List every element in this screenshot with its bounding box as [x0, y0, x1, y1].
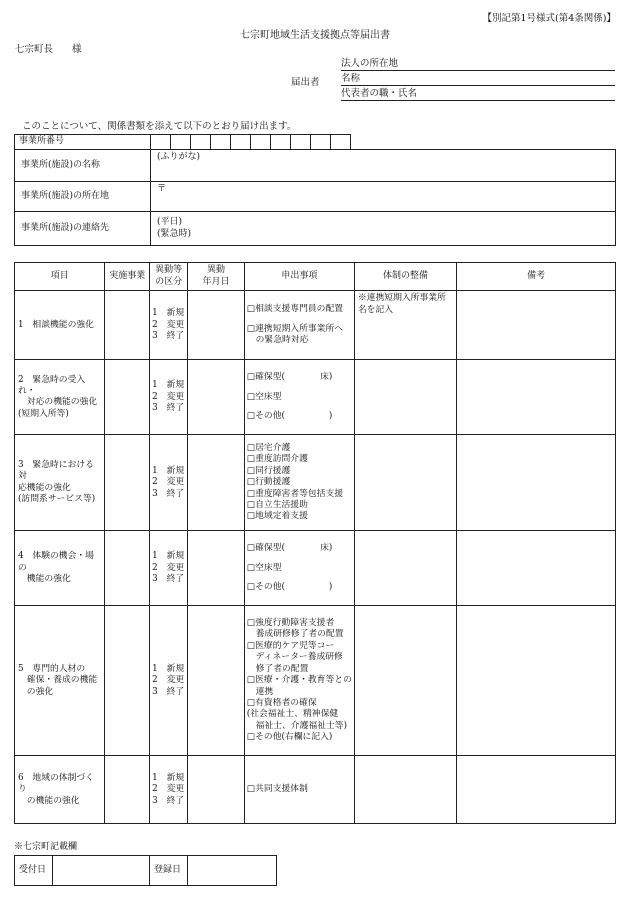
application-items [244, 756, 354, 824]
item-label: 3 緊急時における対 応機能の強化 (訪問系サービス等) [15, 435, 105, 531]
facility-name-label: 事業所(施設)の名称 [15, 150, 151, 182]
submitter-label: 届出者 [291, 77, 320, 88]
registry-title: ※七宗町記載欄 [14, 842, 78, 852]
remarks-field[interactable] [457, 531, 616, 606]
application-option[interactable]: □空床型 [246, 391, 282, 402]
office-number-digit[interactable] [311, 135, 331, 150]
contact-emergency: (緊急時) [157, 228, 192, 239]
header-change-type: 異動等 の区分 [150, 263, 188, 291]
change-date-field[interactable] [188, 360, 245, 435]
application-items [244, 291, 354, 360]
table-row [15, 756, 616, 824]
application-option: 福祉士、介護福祉士等) [246, 720, 347, 731]
change-type-options[interactable]: 1 新規 2 変更 3 終了 [152, 465, 185, 499]
application-items [244, 360, 354, 435]
application-option[interactable]: □有資格者の確保 [246, 698, 317, 708]
header-system: 体制の整備 [354, 263, 456, 291]
business-field[interactable] [105, 360, 150, 435]
business-field[interactable] [105, 606, 150, 756]
table-row [15, 435, 616, 531]
header-item: 項目 [15, 263, 105, 291]
business-field[interactable] [105, 756, 150, 824]
change-type-cell [150, 435, 188, 531]
business-field[interactable] [105, 435, 150, 531]
application-option[interactable]: □連携短期入所事業所へ [246, 323, 344, 334]
change-type-cell [150, 291, 188, 360]
application-option[interactable]: □空床型 [246, 562, 282, 573]
system-field[interactable] [354, 606, 456, 756]
change-date-field[interactable] [188, 756, 245, 824]
change-type-options[interactable]: 1 新規 2 変更 3 終了 [152, 551, 185, 585]
office-number-label: 事業所番号 [15, 135, 151, 150]
received-label: 受付日 [15, 856, 53, 886]
addressee: 七宗町長 様 [15, 44, 82, 55]
postal-mark: 〒 [157, 184, 167, 194]
application-items [244, 435, 354, 531]
change-type-options[interactable]: 1 新規 2 変更 3 終了 [152, 772, 185, 806]
system-field[interactable] [354, 756, 456, 824]
office-number-digit[interactable] [191, 135, 211, 150]
application-option[interactable]: □自立生活援助 [246, 500, 308, 510]
item-label: 4 体験の機会・場の 機能の強化 [15, 531, 105, 606]
office-number-digit[interactable] [231, 135, 251, 150]
application-option: 修了者の配置 [246, 663, 309, 674]
application-option[interactable]: □確保型( 床) [246, 372, 333, 383]
application-items [244, 531, 354, 606]
change-type-options[interactable]: 1 新規 2 変更 3 終了 [152, 380, 185, 414]
change-date-field[interactable] [188, 435, 245, 531]
remarks-field[interactable] [457, 291, 616, 360]
item-label: 1 相談機能の強化 [15, 291, 105, 360]
facility-contact-field[interactable] [151, 212, 616, 246]
application-option[interactable]: □重度訪問介護 [246, 454, 308, 465]
application-option[interactable]: □強度行動障害支援者 [246, 618, 335, 629]
application-table [14, 262, 616, 824]
application-option[interactable]: □相談支援専門員の配置 [246, 304, 344, 315]
table-row [15, 291, 616, 360]
field-representative: 代表者の職・氏名 [341, 88, 615, 101]
registry-table [14, 855, 277, 886]
office-number-digit[interactable] [211, 135, 231, 150]
header-change-date: 異動 年月日 [188, 263, 245, 291]
system-field[interactable] [354, 531, 456, 606]
change-date-field[interactable] [188, 291, 245, 360]
application-option[interactable]: □その他( ) [246, 582, 333, 593]
office-number-digit[interactable] [151, 135, 171, 150]
business-field[interactable] [105, 291, 150, 360]
application-option[interactable]: □医療・介護・教育等との [246, 675, 352, 686]
change-type-options[interactable]: 1 新規 2 変更 3 終了 [152, 663, 185, 697]
registered-date-field[interactable] [188, 856, 277, 886]
business-field[interactable] [105, 531, 150, 606]
change-type-cell [150, 360, 188, 435]
change-type-cell [150, 606, 188, 756]
office-number-digit[interactable] [271, 135, 291, 150]
remarks-field[interactable] [457, 756, 616, 824]
contact-weekday: (平日) [157, 216, 183, 227]
item-label: 6 地域の体制づくり の機能の強化 [15, 756, 105, 824]
application-option[interactable]: □確保型( 床) [246, 543, 333, 554]
facility-address-label: 事業所(施設)の所在地 [15, 182, 151, 212]
table-row [15, 531, 616, 606]
application-option[interactable]: □行動援護 [246, 477, 291, 488]
field-corp-name: 名称 [341, 73, 615, 86]
item-label: 5 専門的人材の 確保・養成の機能 の強化 [15, 606, 105, 756]
office-number-digit[interactable] [251, 135, 271, 150]
application-option[interactable]: □同行援護 [246, 465, 291, 476]
application-option[interactable]: □その他(右欄に記入) [246, 732, 333, 743]
table-row [15, 360, 616, 435]
office-number-digit[interactable] [171, 135, 191, 150]
facility-contact-label: 事業所(施設)の連絡先 [15, 212, 151, 246]
application-option: の緊急時対応 [246, 335, 309, 346]
system-field[interactable]: ※連携短期入所事業所名を記入 [354, 291, 456, 360]
change-date-field[interactable] [188, 606, 245, 756]
facility-info-table [14, 149, 616, 246]
change-type-cell [150, 756, 188, 824]
furigana-hint: (ふりがな) [157, 152, 201, 162]
form-number: 【別記第1号様式(第4条関係)】 [482, 13, 616, 24]
change-type-options[interactable]: 1 新規 2 変更 3 終了 [152, 308, 185, 342]
received-date-field[interactable] [53, 856, 150, 886]
application-option[interactable]: □共同支援体制 [246, 784, 308, 795]
remarks-field[interactable] [457, 360, 616, 435]
application-option[interactable]: □重度障害者等包括支援 [246, 488, 344, 499]
registered-label: 登録日 [150, 856, 188, 886]
application-option[interactable]: □地域定着支援 [246, 511, 308, 522]
facility-address-field[interactable] [151, 182, 616, 212]
application-option: ディネーター養成研修 [246, 652, 343, 663]
system-field[interactable] [354, 435, 456, 531]
system-field[interactable] [354, 360, 456, 435]
application-option: (社会福祉士、精神保健 [246, 709, 339, 720]
header-remarks: 備考 [457, 263, 616, 291]
remarks-field[interactable] [457, 435, 616, 531]
change-date-field[interactable] [188, 531, 245, 606]
application-option[interactable]: □その他( ) [246, 411, 333, 422]
facility-name-field[interactable] [151, 150, 616, 182]
office-number-table [14, 134, 351, 150]
header-business: 実施事業 [105, 263, 150, 291]
document-title: 七宗町地域生活支援拠点等届出書 [240, 30, 390, 41]
application-option[interactable]: □医療的ケア児等コー [246, 640, 335, 651]
application-option: 連携 [246, 686, 274, 697]
table-row [15, 606, 616, 756]
field-corp-address: 法人の所在地 [341, 58, 615, 71]
office-number-digit[interactable] [331, 135, 351, 150]
header-application: 申出事項 [244, 263, 354, 291]
change-type-cell [150, 531, 188, 606]
application-option: 養成研修修了者の配置 [246, 629, 344, 640]
item-label: 2 緊急時の受入れ・ 対応の機能の強化 (短期入所等) [15, 360, 105, 435]
application-items [244, 606, 354, 756]
remarks-field[interactable] [457, 606, 616, 756]
office-number-digit[interactable] [291, 135, 311, 150]
application-option[interactable]: □居宅介護 [246, 442, 291, 453]
intro-text: このことについて、関係書類を添えて以下のとおり届け出ます。 [22, 121, 297, 132]
